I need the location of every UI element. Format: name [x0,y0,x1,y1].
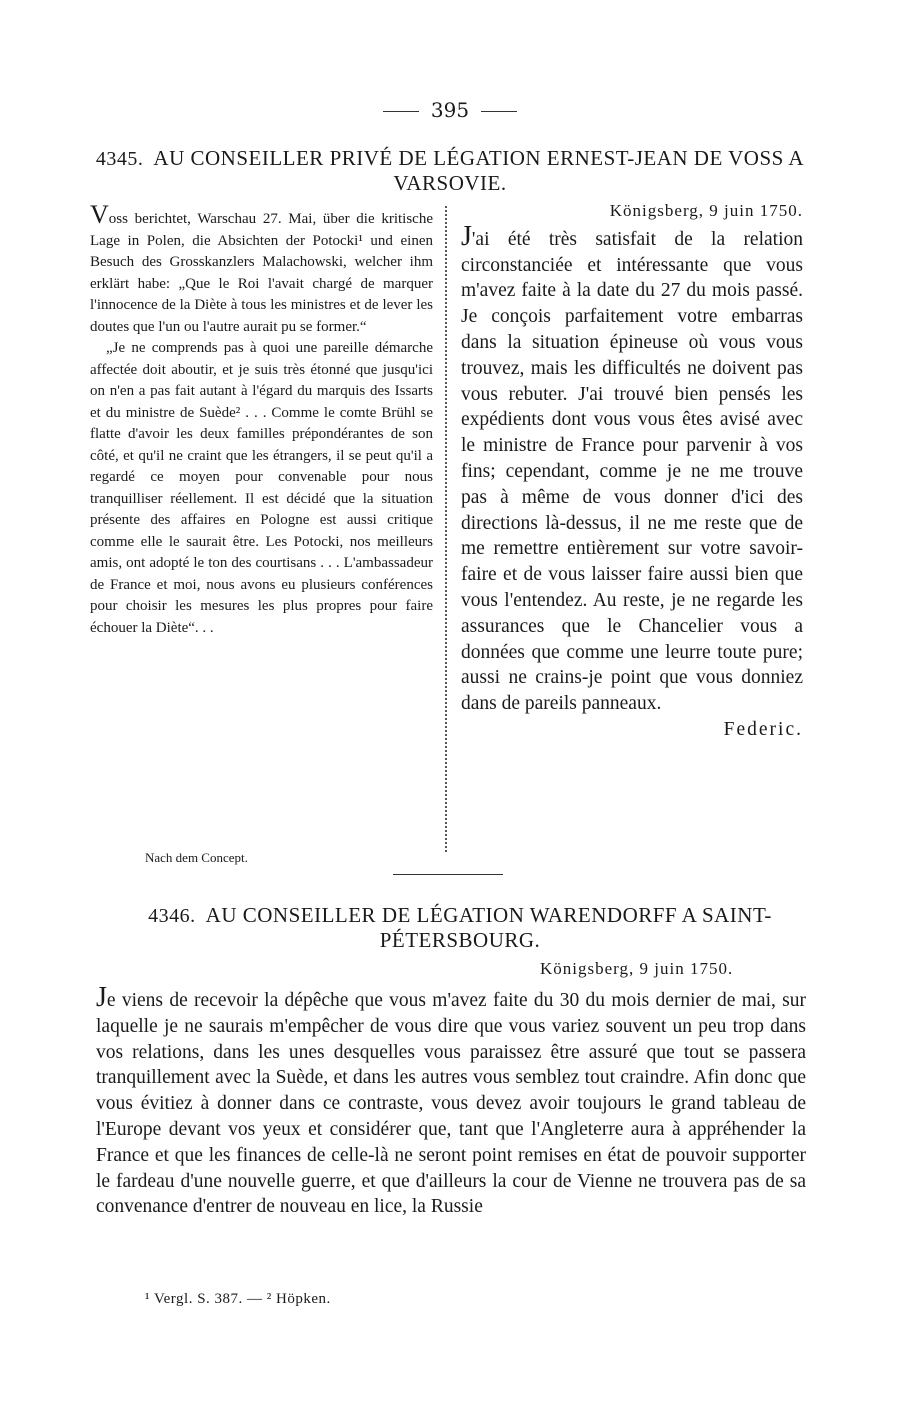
column-divider [445,206,447,852]
letter-4346-body [96,982,806,1220]
letter-number: 4346. [148,905,196,927]
summary-quote: „Je ne comprends pas à quoi une pareille démarche affectée doit aboutir, et je suis très étonné que jusqu'ici on n'en a pas fait autant à l'égard du marquis des Issarts et du ministre de Suède² . . . Comme le comte Brühl se flatte d'avoir les deux familles prépondérantes de son côté, et qu'il ne craint que les étrangers, il se peut qu'il a regardé ce moyen pour convenable pour nous tranquilliser réellement. Il est décidé que la situation présente des affaires en Pologne est aussi critique comme elle le saurait être. Les Potocki, nos meilleurs amis, ont adopté le ton des courtisans . . . L'ambassadeur de France et moi, nous avons eu plusieurs conférences pour choisir les mesures les plus propres pour faire échouer la Diète“. . . [90,340,433,636]
letter-date: Königsberg, 9 juin 1750. [609,201,803,220]
header-dash-left [383,111,419,112]
letter-4345-body [461,198,803,743]
letter-4345-title [90,146,810,195]
source-note: Nach dem Concept. [145,850,248,865]
body-initial: J [461,220,472,252]
letter-text [461,220,803,717]
page-header [0,98,900,122]
page-number: 395 [430,98,470,122]
footnotes: ¹ Vergl. S. 387. — ² Höpken. [145,1291,331,1307]
letter-heading: AU CONSEILLER DE LÉGATION WARENDORFF A SAINT-PÉTERSBOURG. [205,903,772,952]
summary-initial: V [90,200,109,229]
letter-text [96,982,806,1220]
section-divider [393,874,503,875]
body-initial: J [96,982,107,1013]
letter-heading: AU CONSEILLER PRIVÉ DE LÉGATION ERNEST-JEAN DE VOSS A VARSOVIE. [153,146,805,195]
letter-4346-title [140,903,780,952]
summary-paragraph [90,200,433,338]
letter-date: Königsberg, 9 juin 1750. [540,959,734,978]
body-text: 'ai été très satisfait de la relation circonstanciée et intéressante que vous m'avez faite à la date du 27 du mois passé. Je conçois parfaitement votre embarras dans la situation épineuse où vous vous trouvez, mais les difficultés ne doivent pas vous rebuter. J'ai trouvé bien pensés les expédients dont vous vous êtes avisé avec le ministre de France pour parvenir à vos fins; cependant, comme je ne me trouve pas à même de vous donner d'ici des directions là-dessus, il ne me reste que de me remettre entièrement sur votre savoir-faire et de vous laisser faire aussi bien que vous l'entendez. Au reste, je ne regarde les assurances que le Chancelier vous a données que comme une leurre toute pure; aussi ne crains-je point que vous donniez dans de pareils panneaux. [461,228,803,715]
header-dash-right [481,111,517,112]
signature: Federic. [723,718,803,740]
body-text: e viens de recevoir la dépêche que vous m'avez faite du 30 du mois dernier de mai, sur laquelle je ne saurais m'empêcher de vous dire que vous variez souvent un peu trop dans vos relations, dans les unes desquelles vous paraissez être assuré que tout se passera tranquillement avec la Suède, et dans les autres vous semblez tout craindre. Afin donc que vous évitiez à donner dans ce contraste, vous devez avoir toujours le grand tableau de l'Europe devant vos yeux et considérer que, tant que l'Angleterre aura à appréhender la France et que les finances de celle-là ne seront point remises en état de pouvoir supporter le fardeau d'une nouvelle guerre, et que d'ailleurs la cour de Vienne ne trouvera pas de sa convenance d'entrer de nouveau en lice, la Russie [96,990,806,1218]
letter-number: 4345. [95,148,144,170]
summary-column [90,200,433,639]
summary-text: oss berichtet, Warschau 27. Mai, über die kritische Lage in Polen, die Absichten der Potocki¹ und einen Besuch des Grosskanzlers Malachowski, welcher ihm erklärt habe: „Que le Roi l'avait chargé de marquer l'innocence de la Diète à tous les ministres et de lever les doutes que l'un ou l'autre aurait pu se former.“ [90,211,433,335]
